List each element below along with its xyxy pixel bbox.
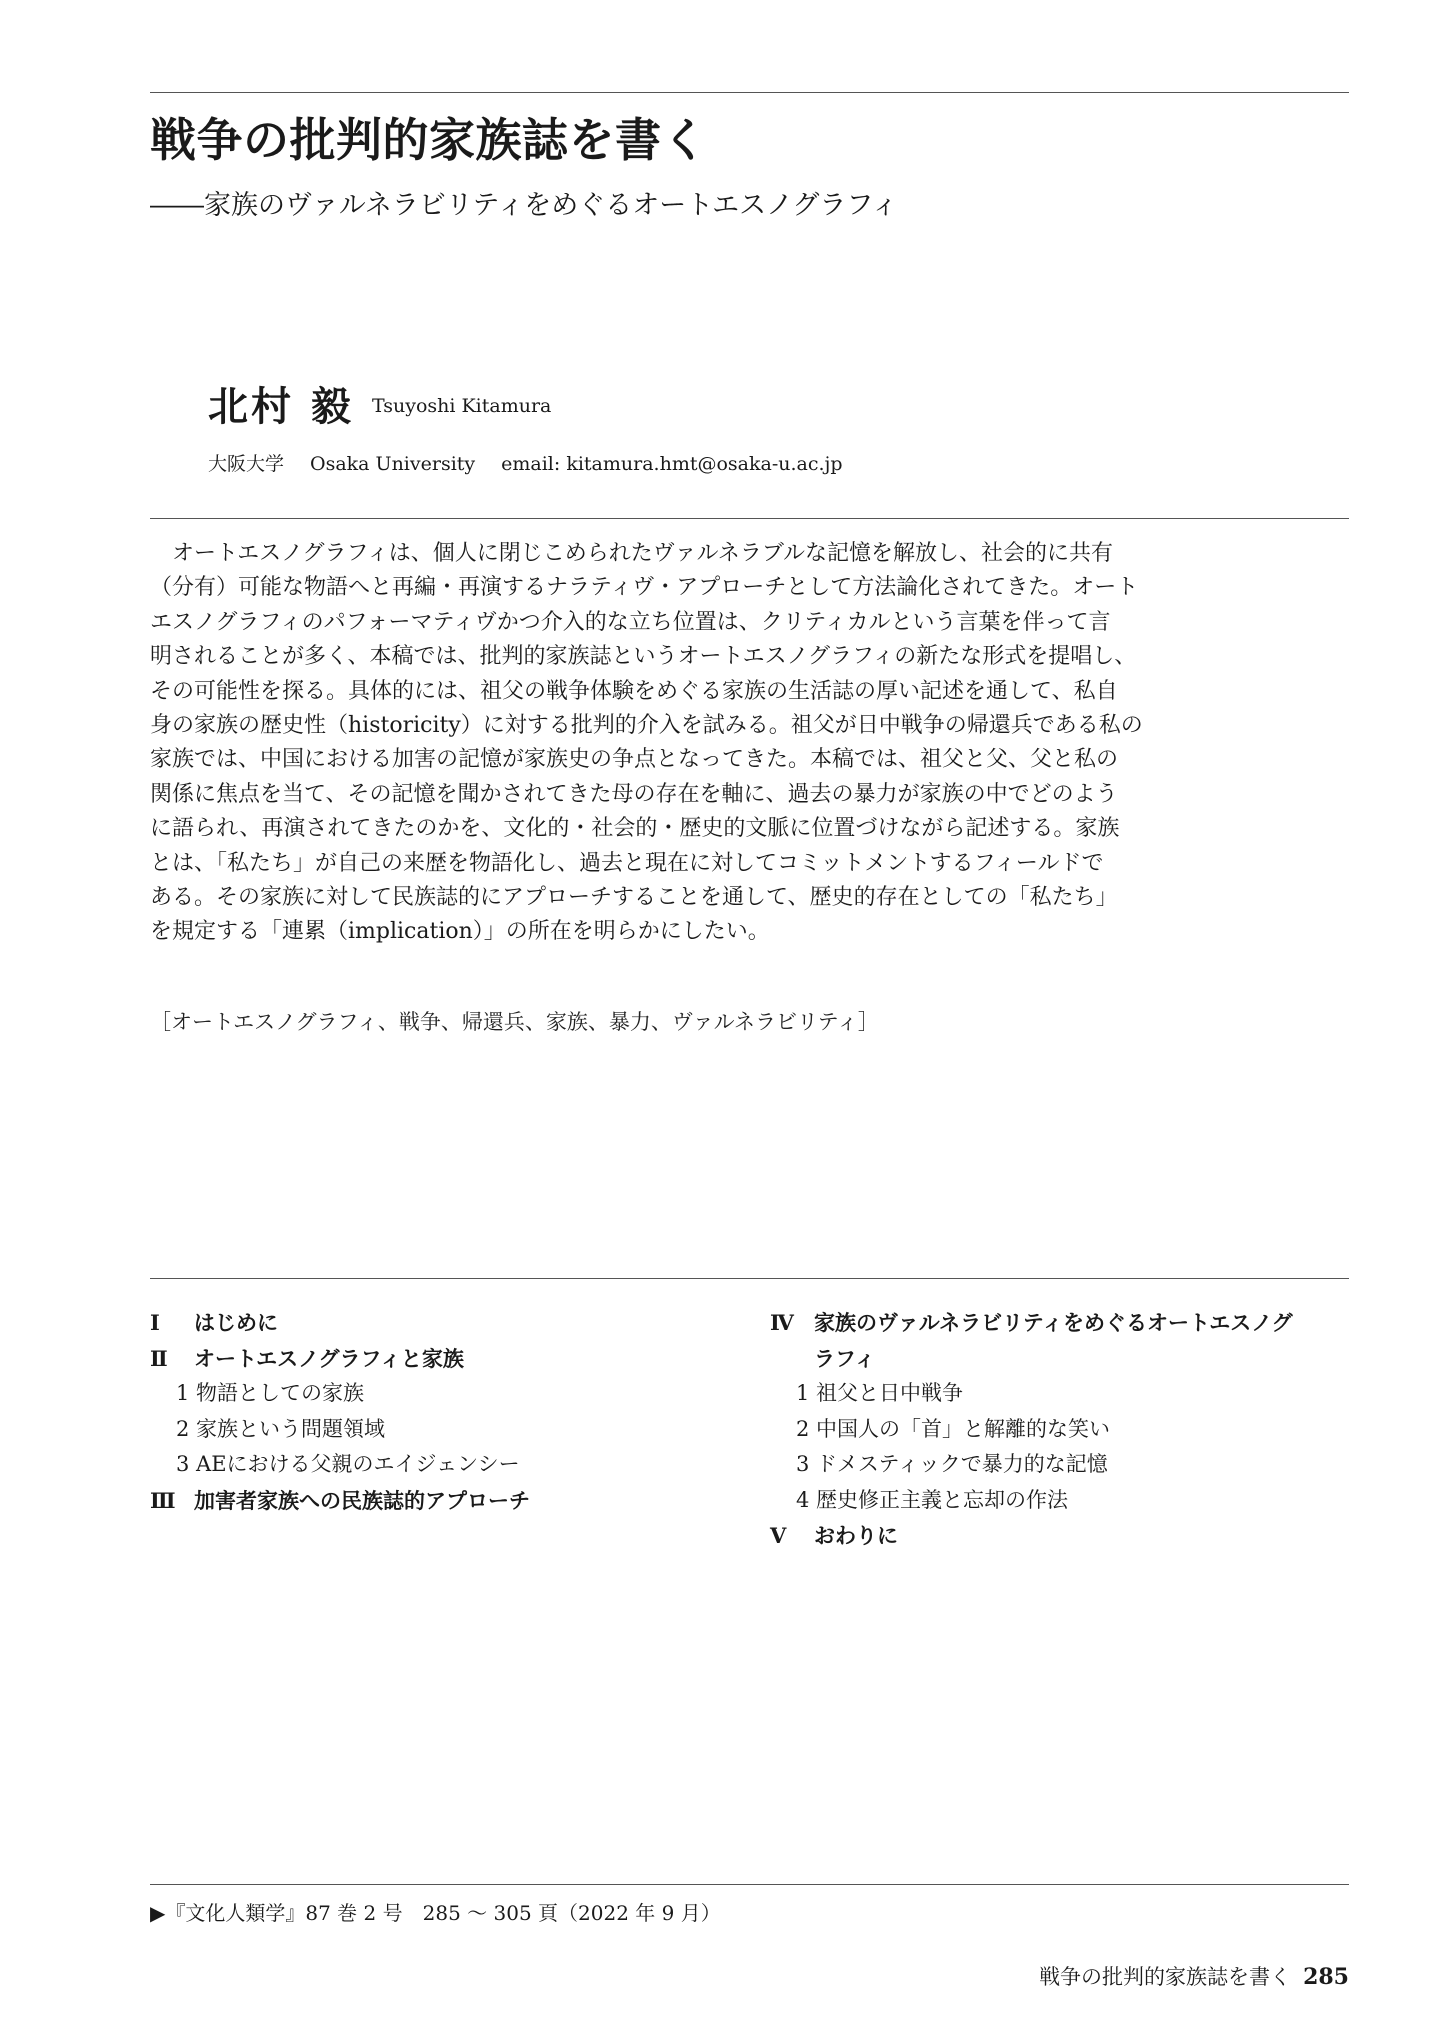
abstract-line: その可能性を探る。具体的には、祖父の戦争体験をめぐる家族の生活誌の厚い記述を通して、私自 (150, 678, 1118, 704)
footer-rule (150, 1884, 1349, 1885)
toc-subsection: 1 祖父と日中戦争 (796, 1381, 964, 1405)
article-subtitle: ――家族のヴァルネラビリティをめぐるオートエスノグラフィ (150, 190, 899, 221)
running-head-title: 戦争の批判的家族誌を書く (1039, 1965, 1292, 1989)
abstract-line: （分有）可能な物語へと再編・再演するナラティヴ・アプローチとして方法論化されてきた。オート (150, 575, 1139, 601)
toc-section: Ⅲ 加害者家族への民族誌的アプローチ (150, 1487, 530, 1513)
toc-subsection: 1 物語としての家族 (176, 1381, 365, 1405)
abstract-line: 関係に焦点を当て、その記憶を聞かされてきた母の存在を軸に、過去の暴力が家族の中でどのよう (150, 781, 1118, 807)
abstract-line: を規定する「連累（implication）」の所在を明らかにしたい。 (150, 919, 770, 945)
affiliation-univ-ja: 大阪大学 (208, 453, 285, 475)
abstract-line: に語られ、再演されてきたのかを、文化的・社会的・歴史的文脈に位置づけながら記述する。家族 (150, 816, 1120, 842)
toc-subsection: 4 歴史修正主義と忘却の作法 (796, 1487, 1069, 1512)
toc-section-continuation: ラフィ (814, 1345, 876, 1371)
abstract-top-rule (150, 518, 1349, 519)
keywords: ［オートエスノグラフィ、戦争、帰還兵、家族、暴力、ヴァルネラビリティ］ (150, 1010, 879, 1034)
toc-section: Ⅰ はじめに (150, 1310, 278, 1335)
affiliation-univ-en: Osaka University (310, 453, 476, 475)
toc-section: Ⅳ 家族のヴァルネラビリティをめぐるオートエスノグ (770, 1310, 1293, 1335)
toc-section: Ⅱ オートエスノグラフィと家族 (150, 1345, 464, 1371)
toc-section: Ⅴ おわりに (770, 1523, 898, 1548)
article-title: 戦争の批判的家族誌を書く (150, 113, 708, 167)
affiliation (208, 448, 843, 480)
affiliation-email: email: kitamura.hmt@osaka-u.ac.jp (501, 453, 843, 475)
toc-subsection: 3 ドメスティックで暴力的な記憶 (796, 1452, 1108, 1476)
author-name-ja: 北村 毅 (208, 383, 354, 430)
page-number: 285 (1303, 1964, 1349, 1990)
toc-subsection: 2 家族という問題領域 (176, 1416, 386, 1441)
author-name-en: Tsuyoshi Kitamura (371, 395, 552, 417)
abstract-line: エスノグラフィのパフォーマティヴかつ介入的な立ち位置は、クリティカルという言葉を伴って言 (150, 609, 1111, 635)
abstract-line: ある。その家族に対して民族誌的にアプローチすることを通して、歴史的存在としての「私たち」 (150, 885, 1118, 911)
author-block (208, 380, 551, 442)
abstract-line: 明されることが多く、本稿では、批判的家族誌というオートエスノグラフィの新たな形式を提唱し、 (150, 644, 1137, 670)
toc-subsection: 2 中国人の「首」と解離的な笑い (796, 1416, 1111, 1441)
toc-left-column (150, 1305, 530, 1518)
top-rule (150, 92, 1349, 93)
toc-subsection: 3 AEにおける父親のエイジェンシー (176, 1452, 520, 1476)
abstract-line: 身の家族の歴史性（historicity）に対する批判的介入を試みる。祖父が日中戦争の帰還兵である私の (150, 713, 1143, 739)
abstract-line: オートエスノグラフィは、個人に閉じこめられたヴァルネラブルな記憶を解放し、社会的に共有 (172, 541, 1113, 566)
journal-citation: ▶『文化人類学』87 巻 2 号 285 〜 305 頁（2022 年 9 月） (150, 1901, 721, 1925)
abstract-line: 家族では、中国における加害の記憶が家族史の争点となってきた。本稿では、祖父と父、父と私の (150, 747, 1119, 773)
toc-right-column (770, 1305, 1293, 1554)
abstract (150, 537, 1160, 950)
running-head (1039, 1961, 1349, 1993)
abstract-line: とは、「私たち」が自己の来歴を物語化し、過去と現在に対してコミットメントするフィールドで (150, 850, 1104, 876)
toc-top-rule (150, 1278, 1349, 1279)
